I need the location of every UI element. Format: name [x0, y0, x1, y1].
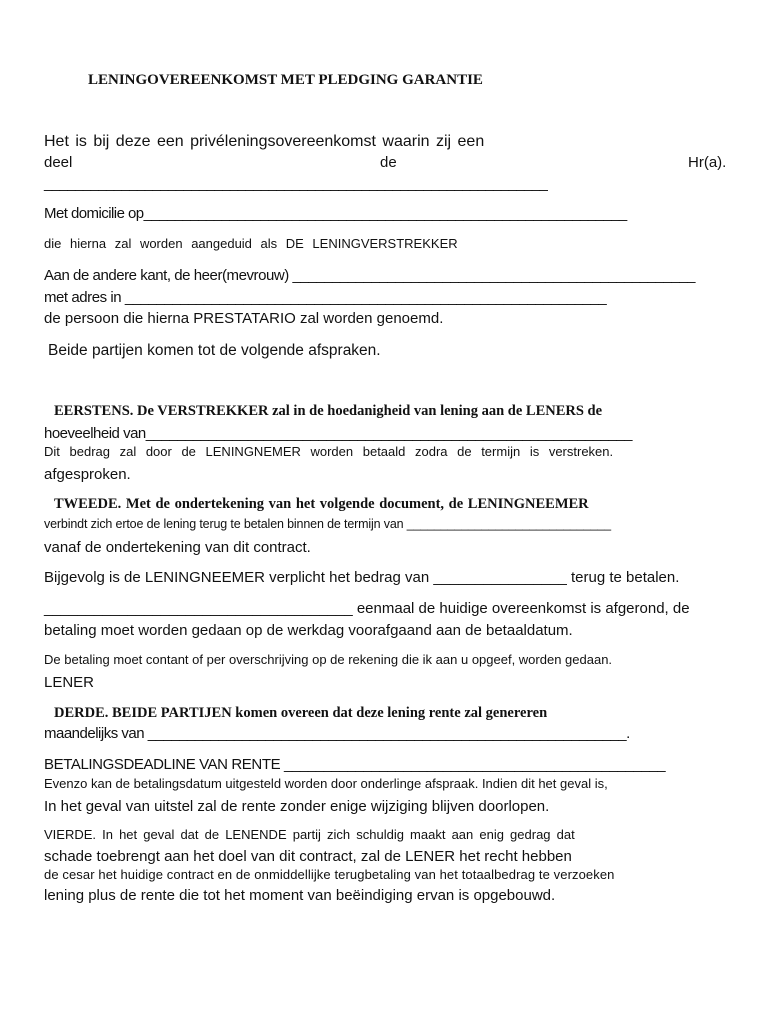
obligation-line: Bijgevolg is de LENINGNEEMER verplicht het bedrag van ________________ terug te betalen. — [44, 569, 680, 586]
borrower-name-line: Aan de andere kant, de heer(mevrouw) ___________________________________________________ — [44, 267, 696, 284]
name-blank-line: _________________________________________________________________ — [44, 175, 548, 192]
payment-day-line: betaling moet worden gedaan op de werkdag voorafgaand aan de betaaldatum. — [44, 622, 573, 639]
amount-line: hoeveelheid van______________________________________________________________ — [44, 425, 632, 442]
intro-de: de — [380, 154, 397, 171]
completion-line: _____________________________________ eenmaal de huidige overeenkomst is afgerond, de — [44, 600, 690, 617]
lender-designation: die hierna zal worden aangeduid als DE LENINGVERSTREKKER — [44, 236, 458, 251]
clause-third-heading: DERDE. BEIDE PARTIJEN komen overeen dat deze lening rente zal genereren — [54, 705, 548, 721]
intro-deel: deel — [44, 154, 73, 171]
clause-first-heading: EERSTENS. De VERSTREKKER zal in de hoedanigheid van lening aan de LENERS de — [54, 403, 603, 419]
postponement-line: Evenzo kan de betalingsdatum uitgesteld worden door onderlinge afspraak. Indien dit het geval is, — [44, 776, 608, 791]
intro-hra: Hr(a). — [688, 154, 727, 171]
borrower-designation: de persoon die hierna PRESTATARIO zal worden genoemd. — [44, 310, 444, 327]
damage-line: schade toebrengt aan het doel van dit contract, zal de LENER het recht hebben — [44, 848, 572, 865]
clause-second-heading: TWEEDE. Met de ondertekening van het volgende document, de LENINGNEEMER — [54, 496, 589, 512]
clause-fourth-line: VIERDE. In het geval dat de LENENDE partij zich schuldig maakt aan enig gedrag dat — [44, 827, 575, 842]
repayment-term-line: verbindt zich ertoe de lening terug te betalen binnen de termijn van ______________________________ — [44, 517, 611, 531]
agreed-word: afgesproken. — [44, 466, 131, 483]
interest-continue-line: In het geval van uitstel zal de rente zonder enige wijziging blijven doorlopen. — [44, 798, 550, 815]
interest-deadline-line: BETALINGSDEADLINE VAN RENTE ________________________________________________ — [44, 756, 666, 773]
monthly-interest-line: maandelijks van _____________________________________________________________. — [44, 725, 630, 742]
document-title: LENINGOVEREENKOMST MET PLEDGING GARANTIE — [88, 72, 483, 88]
agreement-intro: Beide partijen komen tot de volgende afspraken. — [48, 342, 381, 359]
payment-method-line: De betaling moet contant of per overschrijving op de rekening die ik aan u opgeef, worden gedaan. — [44, 652, 613, 667]
signing-line: vanaf de ondertekening van dit contract. — [44, 539, 311, 556]
borrower-address-line: met adres in _____________________________________________________________ — [44, 289, 607, 306]
intro-line-1: Het is bij deze een privéleningsovereenkomst waarin zij een — [44, 133, 485, 150]
termination-line: de cesar het huidige contract en de onmiddellijke terugbetaling van het totaalbedrag te verzoeken — [44, 867, 615, 882]
repayment-condition: Dit bedrag zal door de LENINGNEMER worden betaald zodra de termijn is verstreken. — [44, 444, 614, 459]
domicile-line: Met domicilie op______________________________________________________________ — [44, 205, 627, 222]
total-amount-line: lening plus de rente die tot het moment van beëindiging ervan is opgebouwd. — [44, 887, 556, 904]
lener-label: LENER — [44, 674, 95, 691]
